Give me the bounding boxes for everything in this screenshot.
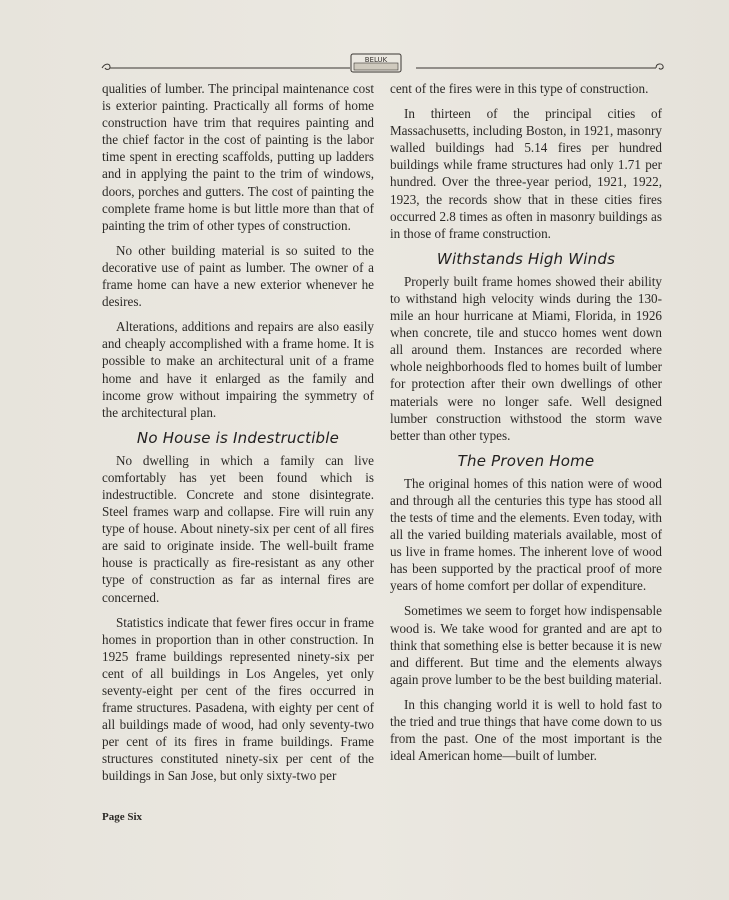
paragraph: In thirteen of the principal cities of Massachusetts, including Boston, in 1921, masonry walled buildings had 5.14 fires per hundred buildings while frame structures had only 1.71 per hundred. Over the three-year period, 1921, 1922, 1923, the records show that in these cities fires occurred 2.8 times as often in masonry buildings as in those of frame construction. — [390, 106, 662, 241]
section-heading: No House is Indestructible — [136, 428, 340, 447]
emblem-logo-icon — [350, 52, 402, 74]
paragraph: qualities of lumber. The principal maintenance cost is exterior painting. Practically all forms of home construction have trim that requires painting and the chief factor in the cost of painting is the labor time spent in erecting scaffolds, putting up ladders and in applying the paint to the trim of windows, doors, porches and gutters. The cost of painting the complete frame home is but little more than that of painting the trim of other types of construction. — [102, 81, 374, 233]
emblem-text: BELUK — [364, 56, 388, 64]
section-heading: The Proven Home — [457, 451, 595, 470]
paragraph: cent of the fires were in this type of construction. — [390, 81, 649, 96]
paragraph: No other building material is so suited to the decorative use of paint as lumber. The owner of a frame home can have a new exterior whenever he desires. — [102, 242, 374, 310]
right-column — [390, 80, 662, 772]
section-heading: Withstands High Winds — [436, 249, 616, 268]
paragraph: Properly built frame homes showed their ability to withstand high velocity winds during the 130-mile an hour hurricane at Miami, Florida, in 1926 when concrete, tile and stucco homes went down all around them. Instances are recorded where whole neighborhoods fled to homes built of lumber for protection after their own dwellings of other materials were no longer safe. Well designed lumber construction withstood the storm wave better than other types. — [390, 273, 662, 443]
page-number: Page Six — [102, 811, 143, 823]
paragraph: No dwelling in which a family can live comfortably has yet been found which is indestructible. Concrete and stone disintegrate. Steel frames warp and collapse. Fire will ruin any type of house. About ninety-six per cent of all fires are said to originate inside. The well-built frame house is practically as fire-resistant as any other type of construction as far as internal fires are concerned. — [102, 452, 374, 605]
left-column — [102, 80, 374, 793]
paragraph: Alterations, additions and repairs are also easily and cheaply accomplished with a frame home. It is possible to make an architectural unit of a frame home and have it enlarged as the family and income grow without impairing the symmetry of the architectural plan. — [102, 319, 374, 420]
paragraph: Statistics indicate that fewer fires occur in frame homes in proportion than in other construction. In 1925 frame buildings represented ninety-six per cent of all buildings in Los Angeles, yet only seventy-eight per cent of the fires occurred in frame structures. Pasadena, with eighty per cent of all buildings made of wood, had only seventy-two per cent of its fires in frame buildings. Frame structures constituted ninety-six per cent of the buildings in San Jose, but only sixty-two per — [102, 614, 374, 784]
paragraph: In this changing world it is well to hold fast to the tried and true things that have come down to us from the past. One of the most important is the ideal American home—built of lumber. — [390, 696, 662, 764]
paragraph: The original homes of this nation were of wood and through all the centuries this type has stood all the tests of time and the elements. Even today, with all the varied building materials available, most of us live in frame homes. The inherent love of wood has been supported by the practical proof of more years of home comfort per dollar of expenditure. — [390, 475, 662, 594]
paragraph: Sometimes we seem to forget how indispensable wood is. We take wood for granted and are apt to think that something else is better because it is new and different. But time and the elements always again prove lumber to be the best building material. — [390, 603, 662, 687]
